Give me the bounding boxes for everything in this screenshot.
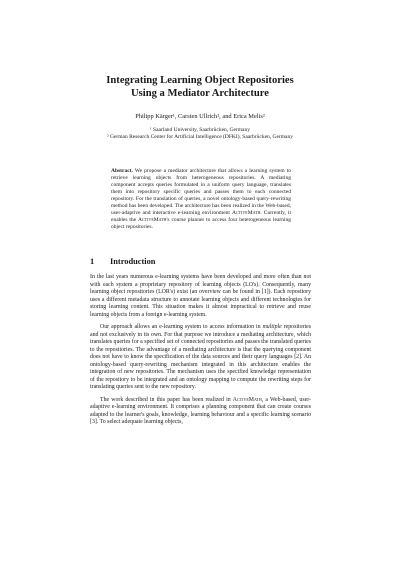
activemath-name-2: ActiveMath xyxy=(138,217,167,224)
abstract-text-2: . Currently, it enables the xyxy=(111,210,291,224)
abstract-text-1: We propose a mediator architecture that allows a learning system to retrieve learning objects from heterogeneous repositories. A mediating component accepts queries formulated in a uniform query language, translates them into repository specific queries and passes them to each connected repository. For the translation of queries, a novel ontology-based query-rewriting method has been developed. The architecture has been realized in the Web-based, user-adaptive and interactive e-learning environment xyxy=(111,168,291,217)
body-text xyxy=(90,274,311,427)
section-heading xyxy=(90,257,155,267)
paragraph-3-b: , a Web-based, user-adaptive e-learning environment. It comprises a planning component that can create courses adapted to the learner's goals, knowledge, learning behaviour and a specific learning scenario [3]. To select adequate learning objects, xyxy=(90,396,311,425)
activemath-name-1: ActiveMath xyxy=(231,210,261,217)
abstract xyxy=(111,168,291,231)
affiliation-2: ² German Research Center for Artificial Intelligence (DFKI), Saarbrücken, Germany xyxy=(107,134,293,140)
abstract-label: Abstract. xyxy=(111,168,133,174)
paper-title xyxy=(40,74,360,100)
paragraph-1: In the last years numerous e-learning systems have been developed and more often than not with each system a proprietary repository of learning objects (LO's). Consequently, many learning object repositories (LOR's) exist (an overview can be found in [1]). Each repository uses a different metadata structure to annotate learning objects and different technologies for storing learning content. This situation makes it almost impractical to retrieve and reuse learning objects from a foreign e-learning system. xyxy=(90,274,311,318)
paragraph-2-a: Our approach allows an e-learning system to access information in xyxy=(100,324,263,330)
affiliation-1: ¹ Saarland University, Saarbrücken, Germany xyxy=(150,127,250,133)
section-title: Introduction xyxy=(110,257,156,266)
abstract-text-3: 's course planner to access four heterogeneous learning object repositories. xyxy=(111,217,291,231)
paragraph-2-emphasis: multiple xyxy=(262,324,282,330)
paragraph-2-b: repositories and not exclusively in its own. For that purpose we introduce a mediating architecture, which translates queries for a specified set of connected repositories and passes the translated queries to the repositories. The advantage of a mediating architecture is that the querying component does not have to know the specification of the data sources and their query languages [2]. An ontology-based query-rewriting mechanism integrated in this architecture enables the integration of new repositories. The mechanism uses the specified knowledge representation of the repository to be integrated and an ontology mapping to compute the rewriting steps for translating queries sent to the new repository. xyxy=(90,324,311,390)
paragraph-3 xyxy=(90,397,311,427)
author-list: Philipp Kärger¹, Carsten Ullrich², and Erica Melis² xyxy=(135,113,265,120)
affiliations xyxy=(40,127,360,141)
paragraph-2 xyxy=(90,324,311,392)
title-line-1: Integrating Learning Object Repositories xyxy=(106,75,294,86)
paragraph-3-a: The work described in this paper has been realized in xyxy=(100,396,233,403)
section-number: 1 xyxy=(90,257,95,266)
activemath-name-3: ActiveMath xyxy=(232,396,262,403)
title-line-2: Using a Mediator Architecture xyxy=(131,88,269,99)
